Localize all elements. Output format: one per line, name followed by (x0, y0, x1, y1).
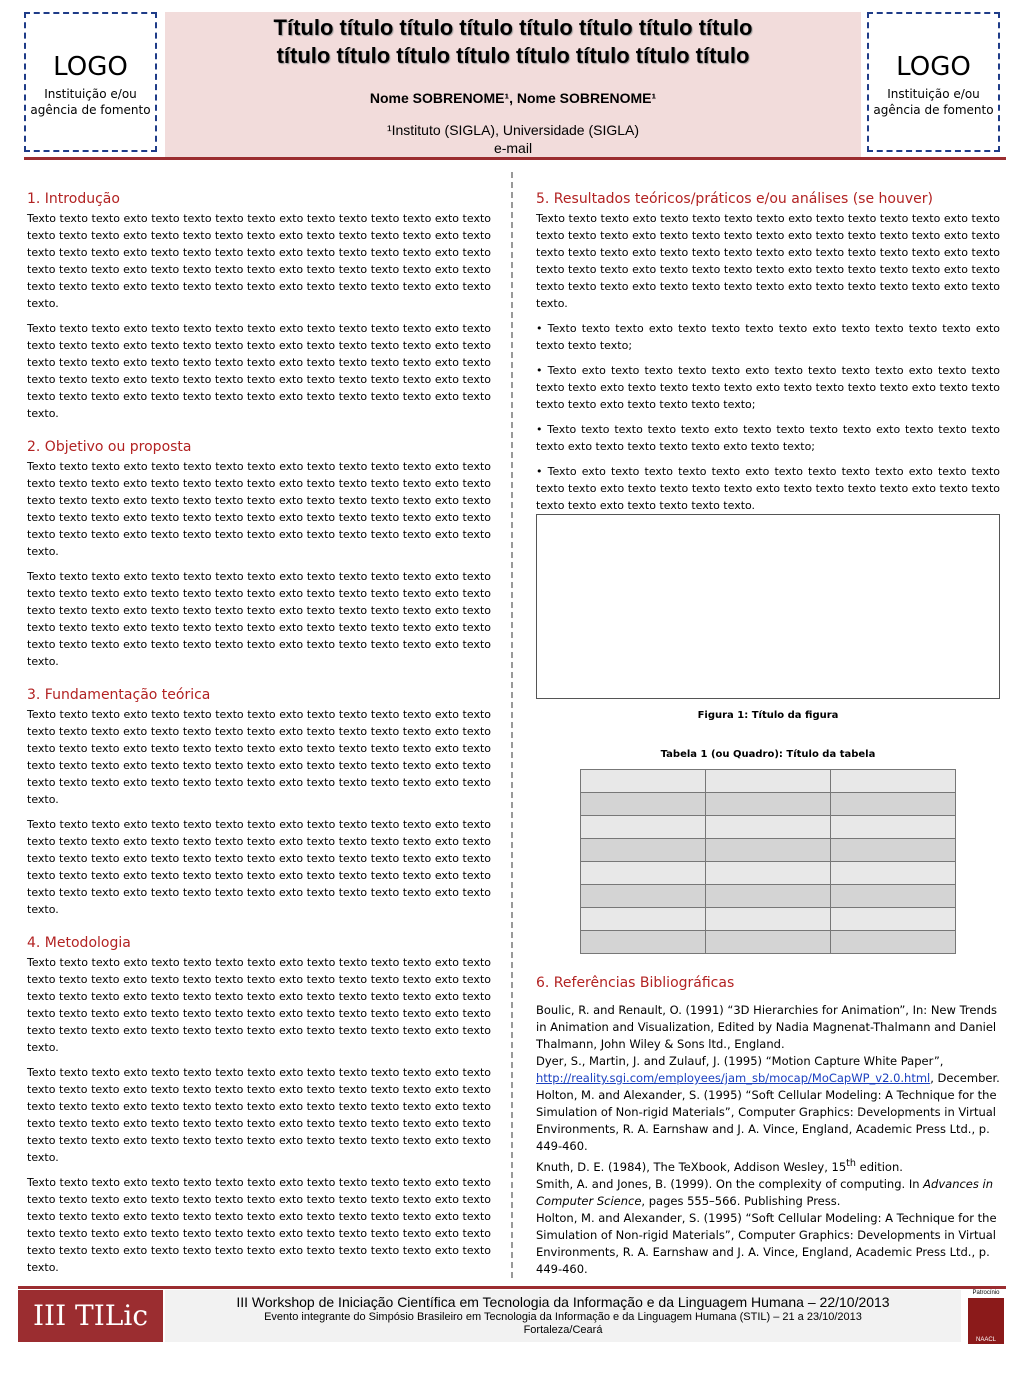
table-row (581, 885, 956, 908)
paragraph: Texto texto texto exto texto texto texto texto exto texto texto texto texto exto texto texto texto texto exto texto texto texto texto exto texto texto texto texto exto texto texto texto texto exto texto texto texto texto exto texto texto texto texto exto texto texto texto texto exto texto texto texto texto exto texto texto texto texto exto texto texto texto texto exto texto texto texto texto exto texto texto texto texto exto texto texto. (27, 1066, 491, 1164)
paragraph: Texto texto texto exto texto texto texto texto exto texto texto texto texto exto texto texto texto texto exto texto texto texto texto exto texto texto texto texto exto texto texto texto texto exto texto texto texto texto exto texto texto texto texto exto texto texto texto texto exto texto texto texto texto exto texto texto texto texto exto texto texto texto texto exto texto texto texto texto exto texto texto texto texto exto texto texto. (27, 322, 491, 420)
table-row (581, 793, 956, 816)
table-row (581, 839, 956, 862)
left-column (27, 190, 491, 1284)
table-row (581, 770, 956, 793)
authors: Nome SOBRENOME¹, Nome SOBRENOME¹ (369, 90, 657, 106)
paragraph: Texto texto texto exto texto texto texto texto exto texto texto texto texto exto texto texto texto texto exto texto texto texto texto exto texto texto texto texto exto texto texto texto texto exto texto texto texto texto exto texto texto texto texto exto texto texto texto texto exto texto texto texto texto exto texto texto texto texto exto texto texto texto texto exto texto texto texto texto exto texto texto texto texto exto texto texto. (27, 570, 491, 668)
title-line-1: Título título título título título título título título (273, 15, 753, 40)
reference-superscript: th (846, 1158, 856, 1169)
table-row (581, 862, 956, 885)
paragraph: Texto texto texto exto texto texto texto texto exto texto texto texto texto exto texto texto texto texto exto texto texto texto texto exto texto texto texto texto exto texto texto texto texto exto texto texto texto texto exto texto texto texto texto exto texto texto texto texto exto texto texto texto texto exto texto texto texto texto exto texto texto texto texto exto texto texto texto texto exto texto texto texto texto exto texto texto. (27, 212, 491, 310)
title-line-2: título título título título título título título título (276, 43, 750, 68)
references-list (536, 1002, 1000, 1278)
paragraph: Texto texto texto exto texto texto texto texto exto texto texto texto texto exto texto texto texto texto exto texto texto texto texto exto texto texto texto texto exto texto texto texto texto exto texto texto texto texto exto texto texto texto texto exto texto texto texto texto exto texto texto texto texto exto texto texto texto texto exto texto texto texto texto exto texto texto texto texto exto texto texto texto texto exto texto texto. (27, 708, 491, 806)
logo-right-title: LOGO (896, 52, 971, 82)
reference-text: , pages 555–566. Publishing Press. (641, 1193, 841, 1208)
reference-link[interactable]: http://reality.sgi.com/employees/jam_sb/mocap/MoCapWP_v2.0.html (536, 1071, 931, 1085)
sponsor-label: Patrocínio (972, 1290, 1000, 1296)
reference-item: Holton, M. and Alexander, S. (1995) “Soft Cellular Modeling: A Technique for the Simulation of Non-rigid Materials”, Computer Graphics: Developments in Virtual Environments, R. A. Earnshaw and J. A. Vince, England, Academic Press Ltd., p. 449-460. (536, 1088, 997, 1153)
bullet-item: • Texto texto texto texto texto exto texto texto texto texto exto texto texto texto texto exto texto texto texto texto exto texto texto; (536, 423, 1000, 453)
section-title-resultados: 5. Resultados teóricos/práticos e/ou análises (se houver) (536, 191, 933, 207)
figure-caption: Figura 1: Título da figura (697, 710, 839, 721)
footer-line-1: III Workshop de Iniciação Científica em Tecnologia da Informação e da Linguagem Humana – 22/10/2013 (236, 1294, 890, 1310)
institution-block (165, 121, 861, 157)
logo-left-subtitle-1: Instituição e/ou (44, 87, 137, 101)
paragraph: Texto texto texto exto texto texto texto texto exto texto texto texto texto exto texto texto texto texto exto texto texto texto texto exto texto texto texto texto exto texto texto texto texto exto texto texto texto texto exto texto texto texto texto exto texto texto texto texto exto texto texto texto texto exto texto texto texto texto exto texto texto texto texto exto texto texto texto texto exto texto texto texto texto exto texto texto. (27, 1176, 491, 1274)
data-table (580, 769, 956, 954)
footer-divider (18, 1286, 1006, 1289)
sponsor-logo: NAACL (968, 1298, 1004, 1344)
logo-right-subtitle-1: Instituição e/ou (887, 87, 980, 101)
logo-left-subtitle-2: agência de fomento (30, 103, 151, 117)
paragraph: Texto texto texto exto texto texto texto texto exto texto texto texto texto exto texto texto texto texto exto texto texto texto texto exto texto texto texto texto exto texto texto texto texto exto texto texto texto texto exto texto texto texto texto exto texto texto texto texto exto texto texto texto texto exto texto texto texto texto exto texto texto texto texto exto texto texto texto texto exto texto texto texto texto exto texto texto. (27, 818, 491, 916)
bullet-item: • Texto exto texto texto texto texto exto texto texto texto texto exto texto texto texto texto exto texto texto texto texto exto texto texto texto texto exto texto texto texto texto exto texto texto texto texto. (536, 465, 1000, 512)
logo-right-subtitle-2: agência de fomento (873, 103, 994, 117)
reference-text: , December. (930, 1071, 1000, 1085)
table-placeholder (580, 769, 956, 954)
reference-item (536, 1176, 1000, 1210)
section-title-metodologia: 4. Metodologia (27, 935, 131, 951)
table-row (581, 908, 956, 931)
section-title-introducao: 1. Introdução (27, 191, 120, 207)
reference-item: Holton, M. and Alexander, S. (1995) “Soft Cellular Modeling: A Technique for the Simulation of Non-rigid Materials”, Computer Graphics: Developments in Virtual Environments, R. A. Earnshaw and J. A. Vince, England, Academic Press Ltd., p. 449-460. (536, 1210, 997, 1276)
footer-line-2: Evento integrante do Simpósio Brasileiro em Tecnologia da Informação e da Linguagem Humana (STIL) – 21 a 23/10/2013 (264, 1311, 862, 1323)
logo-left-title: LOGO (53, 52, 128, 82)
footer-line-3: Fortaleza/Ceará (523, 1324, 603, 1336)
reference-item (536, 1053, 1000, 1087)
logo-right (867, 12, 1000, 152)
paragraph: Texto texto texto exto texto texto texto texto exto texto texto texto texto exto texto texto texto texto exto texto texto texto texto exto texto texto texto texto exto texto texto texto texto exto texto texto texto texto exto texto texto texto texto exto texto texto texto texto exto texto texto texto texto exto texto texto texto texto exto texto texto texto texto exto texto texto texto texto exto texto texto texto texto exto texto texto. (27, 460, 491, 558)
section-title-objetivo: 2. Objetivo ou proposta (27, 439, 192, 455)
logo-left (24, 12, 157, 152)
section-title-fundamentacao: 3. Fundamentação teórica (27, 687, 211, 703)
column-divider (511, 172, 513, 1278)
reference-text: edition. (855, 1159, 903, 1174)
table-row (581, 816, 956, 839)
bullet-item: • Texto texto texto exto texto texto texto texto exto texto texto texto texto exto texto texto texto; (536, 322, 1000, 352)
reference-text: Knuth, D. E. (1984), The TeXbook, Addison Wesley, 15 (536, 1159, 847, 1174)
bullet-item: • Texto exto texto texto texto texto exto texto texto texto texto exto texto texto texto texto exto texto texto texto texto exto texto texto texto texto exto texto texto texto texto exto texto texto texto texto; (536, 364, 1000, 411)
table-row (581, 931, 956, 954)
reference-item: Boulic, R. and Renault, O. (1991) “3D Hierarchies for Animation”, In: New Trends in Animation and Visualization, Edited by Nadia Magnenat-Thalmann and Daniel Thalmann, John Wiley & Sons ltd., England. (536, 1003, 998, 1051)
right-column (536, 190, 1000, 1278)
table-caption: Tabela 1 (ou Quadro): Título da tabela (660, 749, 876, 760)
footer-text (165, 1294, 961, 1337)
section-title-referencias: 6. Referências Bibliográficas (536, 975, 735, 991)
reference-text: Smith, A. and Jones, B. (1999). On the complexity of computing. In (536, 1176, 924, 1191)
figure-placeholder (536, 514, 1000, 699)
poster-title (165, 14, 861, 70)
reference-italic: Advances in Computer Science (536, 1176, 994, 1208)
paragraph: Texto texto texto exto texto texto texto texto exto texto texto texto texto exto texto texto texto texto exto texto texto texto texto exto texto texto texto texto exto texto texto texto texto exto texto texto texto texto exto texto texto texto texto exto texto texto texto texto exto texto texto texto texto exto texto texto texto texto exto texto texto texto texto exto texto texto texto texto exto texto texto texto texto exto texto texto. (27, 956, 491, 1054)
institution: ¹Instituto (SIGLA), Universidade (SIGLA) (386, 122, 640, 138)
paragraph: Texto texto texto exto texto texto texto texto exto texto texto texto texto exto texto texto texto texto exto texto texto texto texto exto texto texto texto texto exto texto texto texto texto exto texto texto texto texto exto texto texto texto texto exto texto texto texto texto exto texto texto texto texto exto texto texto texto texto exto texto texto texto texto exto texto texto texto texto exto texto texto texto texto exto texto texto. (536, 212, 1000, 310)
reference-text: Dyer, S., Martin, J. and Zulauf, J. (1995) “Motion Capture White Paper”, (536, 1054, 944, 1068)
reference-item (536, 1155, 1000, 1176)
email: e-mail (493, 140, 533, 156)
footer-logo: III TILic (18, 1290, 163, 1342)
header-divider (24, 157, 1006, 160)
